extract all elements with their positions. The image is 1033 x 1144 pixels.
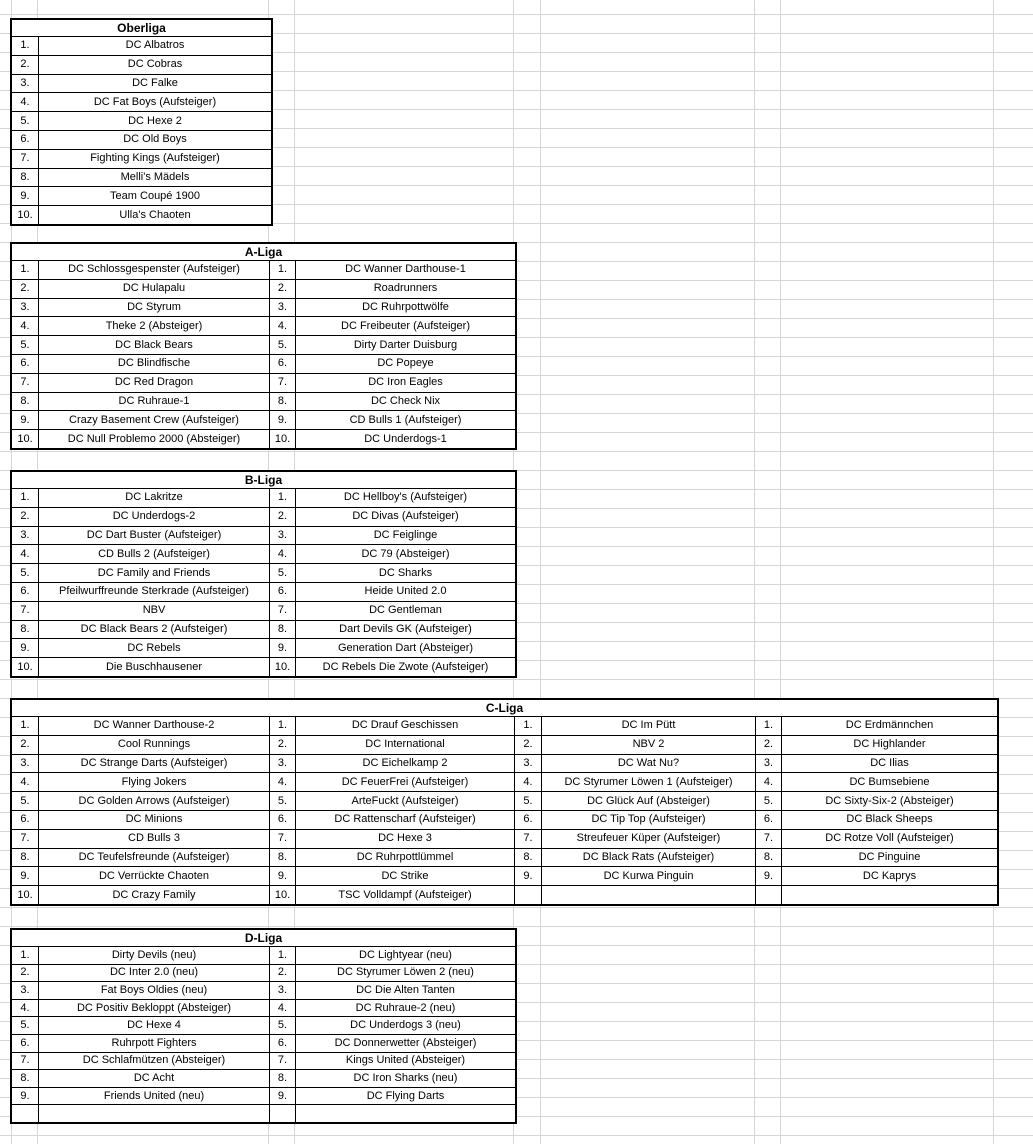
team-cell[interactable]: DC Falke	[38, 74, 271, 93]
rank-cell[interactable]: 9.	[514, 866, 541, 885]
rank-cell[interactable]: 10.	[269, 657, 295, 676]
v-gridline	[993, 0, 994, 1144]
team-cell[interactable]: DC Feiglinge	[295, 526, 515, 545]
h-gridline	[0, 1135, 1033, 1136]
league-table-d-liga	[10, 928, 517, 1124]
team-cell[interactable]: DC Rebels Die Zwote (Aufsteiger)	[295, 657, 515, 676]
team-cell[interactable]: Theke 2 (Absteiger)	[38, 316, 269, 335]
team-cell[interactable]: DC FeuerFrei (Aufsteiger)	[295, 772, 514, 791]
rank-cell[interactable]: 4.	[12, 999, 38, 1017]
team-cell[interactable]: DC Iron Sharks (neu)	[295, 1069, 515, 1087]
rank-cell[interactable]: 5.	[269, 1016, 295, 1034]
rank-cell[interactable]: 9.	[12, 1087, 38, 1105]
team-cell[interactable]: Ulla's Chaoten	[38, 205, 271, 224]
league-table-b-liga	[10, 470, 517, 678]
team-cell[interactable]	[295, 1104, 515, 1122]
rank-cell[interactable]: 3.	[514, 754, 541, 773]
team-cell[interactable]: DC Im Pütt	[541, 716, 755, 735]
rank-cell[interactable]: 5.	[12, 563, 38, 582]
team-cell[interactable]: DC Schlossgespenster (Aufsteiger)	[38, 260, 269, 279]
team-cell[interactable]: DC Hulapalu	[38, 279, 269, 298]
team-cell[interactable]: DC Freibeuter (Aufsteiger)	[295, 316, 515, 335]
rank-cell[interactable]: 1.	[12, 36, 38, 55]
team-cell[interactable]: Crazy Basement Crew (Aufsteiger)	[38, 410, 269, 429]
rank-cell[interactable]: 8.	[269, 848, 295, 867]
team-cell[interactable]: CD Bulls 2 (Aufsteiger)	[38, 544, 269, 563]
rank-cell[interactable]: 3.	[12, 526, 38, 545]
team-cell[interactable]: DC Iron Eagles	[295, 373, 515, 392]
rank-cell[interactable]: 7.	[269, 829, 295, 848]
rank-cell[interactable]: 5.	[269, 791, 295, 810]
team-cell[interactable]: DC Divas (Aufsteiger)	[295, 507, 515, 526]
team-cell[interactable]: Fighting Kings (Aufsteiger)	[38, 149, 271, 168]
team-cell[interactable]: DC Styrum	[38, 298, 269, 317]
rank-cell[interactable]: 3.	[269, 981, 295, 999]
team-cell[interactable]: DC Cobras	[38, 55, 271, 74]
rank-cell[interactable]: 8.	[269, 620, 295, 639]
team-cell[interactable]	[541, 885, 755, 904]
team-cell[interactable]: CD Bulls 1 (Aufsteiger)	[295, 410, 515, 429]
team-cell[interactable]: DC Glück Auf (Absteiger)	[541, 791, 755, 810]
team-cell[interactable]: DC Rebels	[38, 638, 269, 657]
rank-cell[interactable]: 7.	[755, 829, 781, 848]
team-cell[interactable]: DC Rotze Voll (Aufsteiger)	[781, 829, 997, 848]
team-cell[interactable]: DC International	[295, 735, 514, 754]
team-cell[interactable]: Die Buschhausener	[38, 657, 269, 676]
team-cell[interactable]: DC Golden Arrows (Aufsteiger)	[38, 791, 269, 810]
rank-cell[interactable]: 3.	[12, 74, 38, 93]
rank-cell[interactable]: 7.	[12, 149, 38, 168]
team-cell[interactable]: DC Underdogs-1	[295, 429, 515, 448]
rank-cell[interactable]: 4.	[269, 999, 295, 1017]
rank-cell[interactable]: 7.	[269, 373, 295, 392]
rank-cell[interactable]: 6.	[12, 130, 38, 149]
team-cell[interactable]: DC Lightyear (neu)	[295, 946, 515, 964]
rank-cell[interactable]: 9.	[269, 866, 295, 885]
team-cell[interactable]: DC Ruhrpottlümmel	[295, 848, 514, 867]
team-cell[interactable]: DC Black Bears	[38, 335, 269, 354]
team-cell[interactable]: DC Hexe 3	[295, 829, 514, 848]
rank-cell[interactable]: 1.	[269, 716, 295, 735]
team-cell[interactable]: Team Coupé 1900	[38, 186, 271, 205]
team-cell[interactable]: DC Black Sheeps	[781, 810, 997, 829]
team-cell[interactable]: Streufeuer Küper (Aufsteiger)	[541, 829, 755, 848]
team-cell[interactable]: DC Check Nix	[295, 392, 515, 411]
team-cell[interactable]: DC Popeye	[295, 354, 515, 373]
team-cell[interactable]: DC Acht	[38, 1069, 269, 1087]
rank-cell[interactable]: 4.	[269, 772, 295, 791]
team-cell[interactable]: Dirty Devils (neu)	[38, 946, 269, 964]
team-cell[interactable]: DC Hellboy's (Aufsteiger)	[295, 488, 515, 507]
rank-cell[interactable]: 4.	[12, 92, 38, 111]
league-table-oberliga	[10, 18, 273, 226]
team-cell[interactable]: DC Null Problemo 2000 (Absteiger)	[38, 429, 269, 448]
rank-cell[interactable]: 3.	[755, 754, 781, 773]
rank-cell[interactable]: 2.	[12, 964, 38, 982]
rank-cell[interactable]: 5.	[269, 563, 295, 582]
team-cell[interactable]: DC Underdogs 3 (neu)	[295, 1016, 515, 1034]
rank-cell[interactable]: 8.	[12, 1069, 38, 1087]
rank-cell[interactable]: 1.	[12, 716, 38, 735]
rank-cell[interactable]: 3.	[269, 754, 295, 773]
rank-cell[interactable]: 7.	[12, 373, 38, 392]
team-cell[interactable]: DC Drauf Geschissen	[295, 716, 514, 735]
rank-cell[interactable]: 8.	[755, 848, 781, 867]
rank-cell[interactable]: 2.	[12, 735, 38, 754]
rank-cell[interactable]: 7.	[12, 829, 38, 848]
team-cell[interactable]: DC Schlafmützen (Absteiger)	[38, 1052, 269, 1070]
rank-cell[interactable]: 4.	[514, 772, 541, 791]
rank-cell[interactable]: 4.	[269, 544, 295, 563]
rank-cell[interactable]: 6.	[269, 354, 295, 373]
team-cell[interactable]: Heide United 2.0	[295, 582, 515, 601]
team-cell[interactable]: DC Donnerwetter (Absteiger)	[295, 1034, 515, 1052]
rank-cell[interactable]: 5.	[12, 791, 38, 810]
rank-cell[interactable]: 6.	[269, 582, 295, 601]
rank-cell[interactable]: 4.	[12, 316, 38, 335]
rank-cell[interactable]: 8.	[12, 848, 38, 867]
h-gridline	[0, 926, 1033, 927]
rank-cell[interactable]: 6.	[12, 1034, 38, 1052]
rank-cell[interactable]: 9.	[269, 1087, 295, 1105]
rank-cell[interactable]: 6.	[755, 810, 781, 829]
team-cell[interactable]	[38, 1104, 269, 1122]
rank-cell[interactable]: 3.	[12, 981, 38, 999]
team-cell[interactable]: DC Kaprys	[781, 866, 997, 885]
team-cell[interactable]: DC Hexe 2	[38, 111, 271, 130]
rank-cell[interactable]: 1.	[269, 260, 295, 279]
team-cell[interactable]: Kings United (Absteiger)	[295, 1052, 515, 1070]
team-cell[interactable]: DC Inter 2.0 (neu)	[38, 964, 269, 982]
rank-cell[interactable]: 6.	[12, 810, 38, 829]
team-cell[interactable]: Pfeilwurffreunde Sterkrade (Aufsteiger)	[38, 582, 269, 601]
team-cell[interactable]: DC Ruhraue-2 (neu)	[295, 999, 515, 1017]
league-title-cell[interactable]: Oberliga	[117, 21, 166, 35]
team-cell[interactable]: DC Flying Darts	[295, 1087, 515, 1105]
league-title-cell[interactable]: B-Liga	[244, 473, 283, 487]
rank-cell[interactable]: 8.	[12, 392, 38, 411]
rank-cell[interactable]: 2.	[12, 55, 38, 74]
rank-cell[interactable]: 6.	[269, 1034, 295, 1052]
team-cell[interactable]: DC Blindfische	[38, 354, 269, 373]
rank-cell[interactable]: 10.	[12, 205, 38, 224]
rank-cell[interactable]: 8.	[514, 848, 541, 867]
rank-cell[interactable]: 1.	[755, 716, 781, 735]
rank-cell[interactable]	[514, 885, 541, 904]
team-cell[interactable]: NBV	[38, 601, 269, 620]
rank-cell[interactable]: 5.	[269, 335, 295, 354]
rank-cell[interactable]: 4.	[755, 772, 781, 791]
team-cell[interactable]: DC Black Rats (Aufsteiger)	[541, 848, 755, 867]
team-cell[interactable]: DC Minions	[38, 810, 269, 829]
team-cell[interactable]: DC Family and Friends	[38, 563, 269, 582]
team-cell[interactable]: DC Die Alten Tanten	[295, 981, 515, 999]
rank-cell[interactable]: 2.	[269, 507, 295, 526]
team-cell[interactable]: DC Bumsebiene	[781, 772, 997, 791]
rank-cell[interactable]: 9.	[269, 410, 295, 429]
rank-cell[interactable]: 4.	[269, 316, 295, 335]
rank-cell[interactable]: 10.	[12, 429, 38, 448]
rank-cell[interactable]	[269, 1104, 295, 1122]
league-table-a-liga	[10, 242, 517, 450]
team-cell[interactable]: DC Highlander	[781, 735, 997, 754]
rank-cell[interactable]: 10.	[269, 429, 295, 448]
team-cell[interactable]: DC Wat Nu?	[541, 754, 755, 773]
team-cell[interactable]: DC Erdmännchen	[781, 716, 997, 735]
rank-cell[interactable]: 10.	[12, 885, 38, 904]
rank-cell[interactable]: 10.	[12, 657, 38, 676]
league-title-cell[interactable]: A-Liga	[244, 245, 283, 259]
team-cell[interactable]: DC Ruhrpottwölfe	[295, 298, 515, 317]
team-cell[interactable]: DC Albatros	[38, 36, 271, 55]
team-cell[interactable]: DC Rattenscharf (Aufsteiger)	[295, 810, 514, 829]
h-gridline	[0, 451, 1033, 452]
team-cell[interactable]: DC Sharks	[295, 563, 515, 582]
team-cell[interactable]: Generation Dart (Absteiger)	[295, 638, 515, 657]
rank-cell[interactable]: 4.	[12, 772, 38, 791]
rank-cell[interactable]: 9.	[12, 866, 38, 885]
team-cell[interactable]: DC Crazy Family	[38, 885, 269, 904]
team-cell[interactable]: DC Lakritze	[38, 488, 269, 507]
rank-cell[interactable]: 6.	[514, 810, 541, 829]
team-cell[interactable]: DC Styrumer Löwen 2 (neu)	[295, 964, 515, 982]
team-cell[interactable]: DC Gentleman	[295, 601, 515, 620]
team-cell[interactable]: TSC Volldampf (Aufsteiger)	[295, 885, 514, 904]
team-cell[interactable]: Dart Devils GK (Aufsteiger)	[295, 620, 515, 639]
h-gridline	[0, 14, 1033, 15]
team-cell[interactable]: DC Ilias	[781, 754, 997, 773]
team-cell[interactable]: DC Verrückte Chaoten	[38, 866, 269, 885]
team-cell[interactable]: Friends United (neu)	[38, 1087, 269, 1105]
team-cell[interactable]: DC Strike	[295, 866, 514, 885]
team-cell[interactable]: DC Ruhraue-1	[38, 392, 269, 411]
v-gridline	[780, 0, 781, 1144]
rank-cell[interactable]	[12, 1104, 38, 1122]
rank-cell[interactable]: 9.	[755, 866, 781, 885]
rank-cell[interactable]: 5.	[755, 791, 781, 810]
rank-cell[interactable]: 4.	[12, 544, 38, 563]
rank-cell[interactable]: 3.	[269, 298, 295, 317]
league-table-c-liga	[10, 698, 999, 906]
rank-cell[interactable]: 7.	[12, 601, 38, 620]
team-cell[interactable]: NBV 2	[541, 735, 755, 754]
rank-cell[interactable]: 7.	[269, 1052, 295, 1070]
v-gridline	[754, 0, 755, 1144]
team-cell[interactable]: DC Positiv Bekloppt (Absteiger)	[38, 999, 269, 1017]
team-cell[interactable]: DC Fat Boys (Aufsteiger)	[38, 92, 271, 111]
v-gridline	[540, 0, 541, 1144]
league-title-cell[interactable]: C-Liga	[485, 701, 524, 715]
rank-cell[interactable]: 7.	[514, 829, 541, 848]
rank-cell[interactable]: 1.	[269, 946, 295, 964]
rank-cell[interactable]: 1.	[12, 260, 38, 279]
rank-cell[interactable]: 8.	[12, 168, 38, 187]
rank-cell[interactable]: 10.	[269, 885, 295, 904]
rank-cell[interactable]: 3.	[12, 298, 38, 317]
rank-cell[interactable]: 2.	[269, 964, 295, 982]
rank-cell[interactable]: 9.	[269, 638, 295, 657]
rank-cell[interactable]: 8.	[269, 392, 295, 411]
rank-cell[interactable]	[755, 885, 781, 904]
h-gridline	[0, 907, 1033, 908]
team-cell[interactable]: DC Wanner Darthouse-2	[38, 716, 269, 735]
team-cell[interactable]: DC Wanner Darthouse-1	[295, 260, 515, 279]
team-cell[interactable]: DC Pinguine	[781, 848, 997, 867]
rank-cell[interactable]: 2.	[755, 735, 781, 754]
team-cell[interactable]: DC Teufelsfreunde (Aufsteiger)	[38, 848, 269, 867]
rank-cell[interactable]: 5.	[12, 1016, 38, 1034]
h-gridline	[0, 679, 1033, 680]
rank-cell[interactable]: 5.	[12, 335, 38, 354]
rank-cell[interactable]: 6.	[12, 354, 38, 373]
team-cell[interactable]: Ruhrpott Fighters	[38, 1034, 269, 1052]
team-cell[interactable]: DC Underdogs-2	[38, 507, 269, 526]
team-cell[interactable]: CD Bulls 3	[38, 829, 269, 848]
rank-cell[interactable]: 6.	[12, 582, 38, 601]
team-cell[interactable]	[781, 885, 997, 904]
rank-cell[interactable]: 5.	[514, 791, 541, 810]
rank-cell[interactable]: 2.	[12, 279, 38, 298]
team-cell[interactable]: DC Old Boys	[38, 130, 271, 149]
team-cell[interactable]: Dirty Darter Duisburg	[295, 335, 515, 354]
team-cell[interactable]: DC Eichelkamp 2	[295, 754, 514, 773]
rank-cell[interactable]: 6.	[269, 810, 295, 829]
rank-cell[interactable]: 9.	[12, 186, 38, 205]
team-cell[interactable]: DC Styrumer Löwen 1 (Aufsteiger)	[541, 772, 755, 791]
rank-cell[interactable]: 2.	[269, 735, 295, 754]
team-cell[interactable]: Flying Jokers	[38, 772, 269, 791]
rank-cell[interactable]: 9.	[12, 410, 38, 429]
rank-cell[interactable]: 3.	[269, 526, 295, 545]
team-cell[interactable]: DC Dart Buster (Aufsteiger)	[38, 526, 269, 545]
team-cell[interactable]: DC Sixty-Six-2 (Absteiger)	[781, 791, 997, 810]
team-cell[interactable]: DC Black Bears 2 (Aufsteiger)	[38, 620, 269, 639]
team-cell[interactable]: DC Strange Darts (Aufsteiger)	[38, 754, 269, 773]
rank-cell[interactable]: 1.	[12, 488, 38, 507]
team-cell[interactable]: ArteFuckt (Aufsteiger)	[295, 791, 514, 810]
team-cell[interactable]: Roadrunners	[295, 279, 515, 298]
rank-cell[interactable]: 1.	[269, 488, 295, 507]
team-cell[interactable]: Cool Runnings	[38, 735, 269, 754]
rank-cell[interactable]: 1.	[12, 946, 38, 964]
rank-cell[interactable]: 2.	[269, 279, 295, 298]
team-cell[interactable]: DC Tip Top (Aufsteiger)	[541, 810, 755, 829]
team-cell[interactable]: DC Red Dragon	[38, 373, 269, 392]
rank-cell[interactable]: 7.	[12, 1052, 38, 1070]
team-cell[interactable]: DC 79 (Absteiger)	[295, 544, 515, 563]
team-cell[interactable]: Fat Boys Oldies (neu)	[38, 981, 269, 999]
team-cell[interactable]: Melli's Mädels	[38, 168, 271, 187]
team-cell[interactable]: DC Hexe 4	[38, 1016, 269, 1034]
rank-cell[interactable]: 3.	[12, 754, 38, 773]
rank-cell[interactable]: 5.	[12, 111, 38, 130]
rank-cell[interactable]: 2.	[12, 507, 38, 526]
rank-cell[interactable]: 8.	[269, 1069, 295, 1087]
rank-cell[interactable]: 9.	[12, 638, 38, 657]
team-cell[interactable]: DC Kurwa Pinguin	[541, 866, 755, 885]
rank-cell[interactable]: 7.	[269, 601, 295, 620]
rank-cell[interactable]: 2.	[514, 735, 541, 754]
rank-cell[interactable]: 1.	[514, 716, 541, 735]
rank-cell[interactable]: 8.	[12, 620, 38, 639]
league-title-cell[interactable]: D-Liga	[244, 931, 283, 945]
